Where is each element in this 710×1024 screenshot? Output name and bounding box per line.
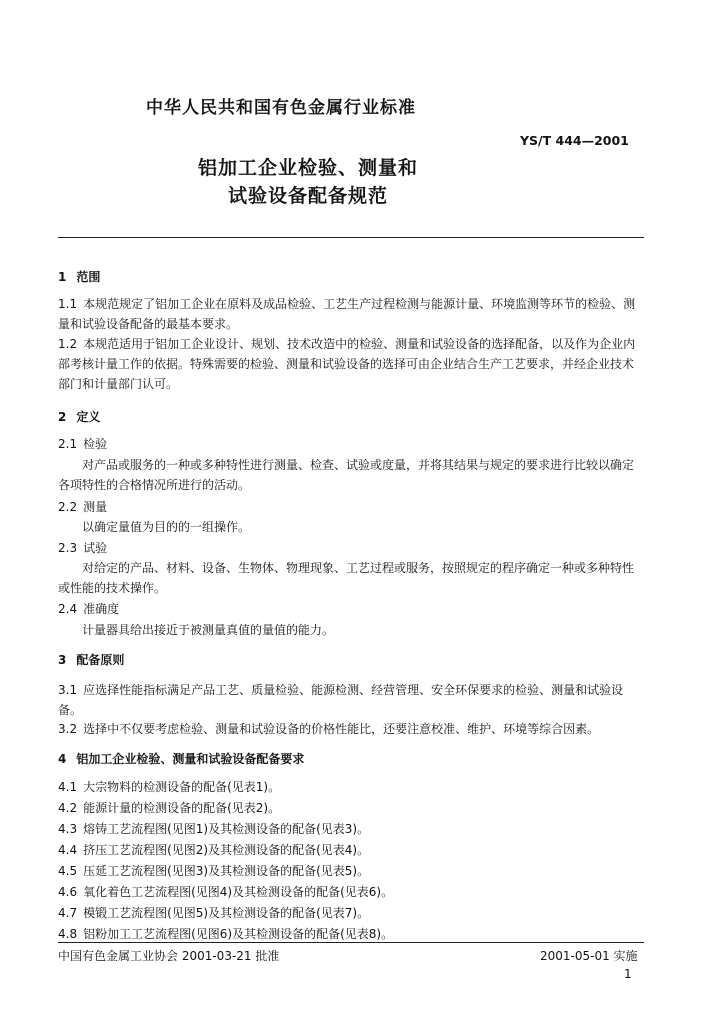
clause-2-3-definition: 对给定的产品、材料、设备、生物体、物理现象、工艺过程或服务，按照规定的程序确定一种或多种特性或性能的技术操作。 [58, 561, 635, 595]
clause-number: 3.2 [58, 722, 78, 736]
clause-number: 4.5 [58, 864, 78, 878]
clause-2-4-definition: 计量器具给出接近于被测量真值的量值的能力。 [82, 623, 335, 637]
approval-statement: 中国有色金属工业协会 2001-03-21 批准 [58, 949, 280, 963]
footer-divider [58, 942, 644, 943]
clause-number: 4.8 [58, 927, 78, 941]
term: 测量 [83, 500, 108, 514]
section-title: 定义 [76, 410, 101, 424]
industry-standard-heading: 中华人民共和国有色金属行业标准 [146, 98, 416, 118]
clause-4-1 [58, 777, 280, 797]
clause-text: 能源计量的检测设备的配备(见表2)。 [83, 801, 281, 815]
clause-text: 应选择性能指标满足产品工艺、质量检验、能源检测、经营管理、安全环保要求的检验、测量和试验设备。 [58, 683, 624, 717]
clause-number: 2.4 [58, 602, 78, 616]
clause-text: 铝粉加工工艺流程图(见图6)及其检测设备的配备(见表8)。 [83, 927, 394, 941]
clause-number: 3.1 [58, 683, 78, 697]
clause-number: 2.2 [58, 500, 78, 514]
clause-3-1 [58, 680, 644, 720]
clause-text: 熔铸工艺流程图(见图1)及其检测设备的配备(见表3)。 [83, 822, 370, 836]
document-title-line2: 试验设备配备规范 [227, 185, 388, 207]
page-number: 1 [624, 967, 632, 981]
section-heading-2 [58, 408, 100, 425]
section-title: 配备原则 [76, 653, 125, 667]
clause-4-4 [58, 840, 369, 860]
clause-1-1 [58, 294, 644, 334]
term: 试验 [83, 541, 108, 555]
term: 准确度 [83, 602, 120, 616]
clause-4-2 [58, 798, 280, 818]
section-title: 范围 [76, 270, 101, 284]
document-title-line1: 铝加工企业检验、测量和 [197, 157, 418, 179]
clause-2-2-definition: 以确定量值为目的的一组操作。 [82, 520, 251, 534]
section-title: 铝加工企业检验、测量和试验设备配备要求 [76, 752, 305, 766]
clause-number: 1.1 [58, 297, 78, 311]
section-number: 2 [58, 410, 67, 424]
clause-2-1-heading [58, 434, 107, 454]
clause-1-2 [58, 334, 644, 394]
clause-2-1-definition: 对产品或服务的一种或多种特性进行测量、检查、试验或度量，并将其结果与规定的要求进行比较以确定各项特性的合格情况所进行的活动。 [58, 458, 635, 492]
clause-4-3 [58, 819, 369, 839]
section-number: 1 [58, 270, 67, 284]
clause-3-2 [58, 719, 644, 739]
section-heading-3 [58, 651, 124, 668]
clause-number: 1.2 [58, 337, 78, 351]
clause-text: 本规范适用于铝加工企业设计、规划、技术改造中的检验、测量和试验设备的选择配备，以及作为企业内部考核计量工作的依据。特殊需要的检验、测量和试验设备的选择可由企业结合生产工艺要求，并经企业技术部门和计量部门认可。 [58, 337, 636, 391]
clause-number: 4.3 [58, 822, 78, 836]
clause-text: 模锻工艺流程图(见图5)及其检测设备的配备(见表7)。 [83, 906, 370, 920]
clause-number: 4.7 [58, 906, 78, 920]
term: 检验 [83, 437, 108, 451]
clause-4-7 [58, 903, 369, 923]
clause-2-3-heading [58, 538, 107, 558]
clause-2-4-heading [58, 599, 119, 619]
clause-text: 本规范规定了铝加工企业在原料及成品检验、工艺生产过程检测与能源计量、环境监测等环节的检验、测量和试验设备配备的最基本要求。 [58, 297, 636, 331]
clause-text: 选择中不仅要考虑检验、测量和试验设备的价格性能比，还要注意校准、维护、环境等综合因素。 [83, 722, 600, 736]
section-heading-4 [58, 750, 304, 767]
clause-text: 挤压工艺流程图(见图2)及其检测设备的配备(见表4)。 [83, 843, 370, 857]
clause-text: 大宗物料的检测设备的配备(见表1)。 [83, 780, 281, 794]
clause-number: 4.4 [58, 843, 78, 857]
clause-4-5 [58, 861, 369, 881]
section-number: 3 [58, 653, 67, 667]
header-divider [58, 237, 644, 238]
implementation-date: 2001-05-01 实施 [540, 949, 638, 963]
clause-4-8 [58, 924, 393, 944]
clause-number: 2.1 [58, 437, 78, 451]
clause-number: 2.3 [58, 541, 78, 555]
section-number: 4 [58, 752, 67, 766]
clause-number: 4.2 [58, 801, 78, 815]
section-heading-1 [58, 268, 100, 285]
clause-4-6 [58, 882, 393, 902]
clause-text: 氧化着色工艺流程图(见图4)及其检测设备的配备(见表6)。 [83, 885, 394, 899]
clause-number: 4.1 [58, 780, 78, 794]
clause-number: 4.6 [58, 885, 78, 899]
clause-text: 压延工艺流程图(见图3)及其检测设备的配备(见表5)。 [83, 864, 370, 878]
standard-code: YS/T 444—2001 [520, 133, 629, 148]
clause-2-2-heading [58, 497, 107, 517]
